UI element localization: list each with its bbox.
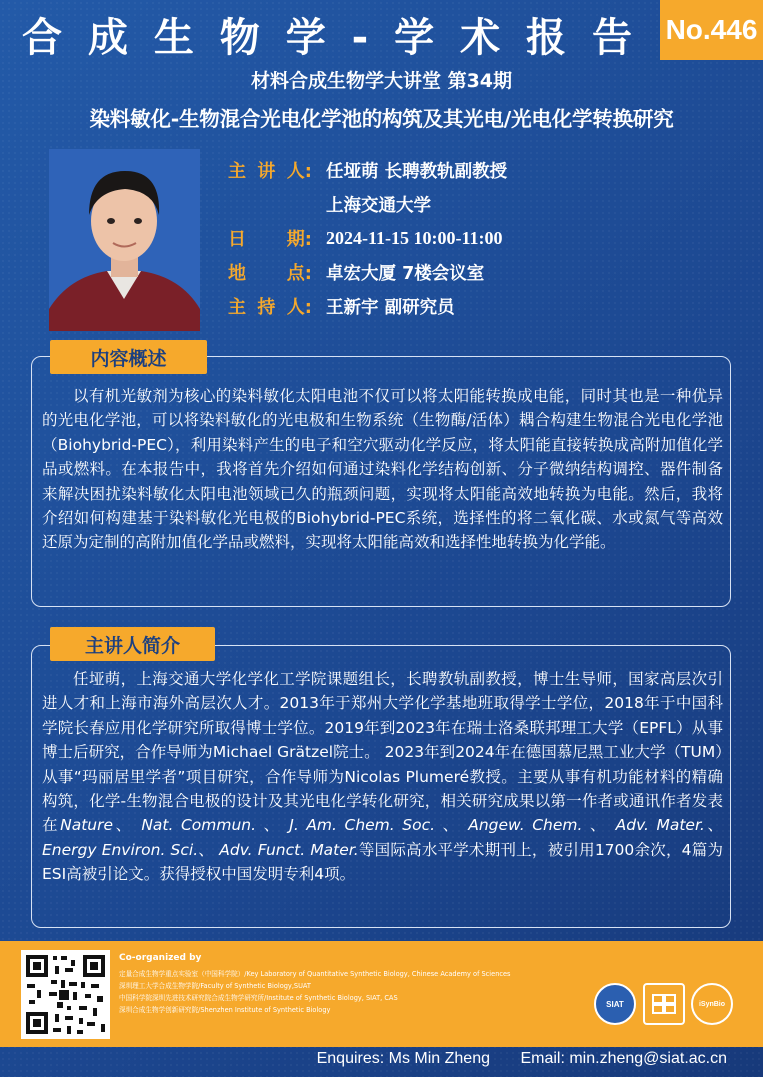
host-row: [228, 289, 507, 323]
host-label: 主 持 人:: [228, 297, 312, 318]
abstract-text: 以有机光敏剂为核心的染料敏化太阳电池不仅可以将太阳能转换成电能，同时其也是一种优异的光电化学池，可以将染料敏化的光电极和生物系统（生物酶/活体）耦合构建生物混合光电化学池（Biohybrid-PEC），利用染料产生的电子和空穴驱动化学反应，将太阳能直接转换成高附加值化学品或燃料。在本报告中，我将首先介绍如何通过染料化学结构创新、分子微纳结构调控、器件制备来解决困扰染料敏化太阳电池领域已久的瓶颈问题，实现将太阳能高效地转换为电能。然后，我将介绍如何构建基于染料敏化光电极的Biohybrid-PEC系统，选择性的将二氧化碳、水或氮气等高效还原为定制的高附加值化学品或燃料，实现将太阳能高效和选择性地转换为化学能。: [42, 387, 723, 552]
talk-place: 卓宏大厦 7楼会议室: [326, 263, 485, 284]
organizer-line: 深圳理工大学合成生物学院/Faculty of Synthetic Biology,SUAT: [119, 982, 311, 990]
place-row: [228, 255, 507, 289]
speaker-name: 任垭萌 长聘教轨副教授: [326, 161, 508, 182]
organizer-line: 深圳合成生物学创新研究院/Shenzhen Institute of Synthetic Biology: [119, 1006, 331, 1014]
talk-date: 2024-11-15 10:00-11:00: [326, 227, 503, 248]
page-title: 合 成 生 物 学 - 学 术 报 告: [22, 15, 638, 61]
qr-code[interactable]: [21, 950, 110, 1039]
affiliation-row: [228, 187, 507, 221]
enquiry-contact: Enquires: Ms Min Zheng: [316, 1050, 490, 1067]
bio-text: 任垭萌，上海交通大学化学化工学院课题组长，长聘教轨副教授，博士生导师，国家高层次引进人才和上海市海外高层次人才。2013年于郑州大学化学基地班取得学士学位，2018年于中国科学院长春应用化学研究所取得博士学位。2019年到2023年在瑞士洛桑联邦理工大学（EPFL）从事博士后研究，合作导师为Michael Grätzel院士。 2023年到2024年在德国慕尼黑工业大学（TUM）从事“玛丽居里学者”项目研究，合作导师为Nicolas Plumeré教授。主要从事有机功能材料的精确构筑，化学-生物混合电极的设计及其光电化学转化研究，相关研究成果以第一作者或通讯作者发表在Nature、 Nat. Commun. 、 J. Am. Chem. Soc. 、 Angew. Chem. 、 Adv. Mater.、 Energy Environ. Sci.、 Adv. Funct. Mater.等国际高水平学术期刊上，被引用1700余次，4篇为ESI高被引论文。获得授权中国发明专利4项。: [42, 670, 723, 884]
contact-line: [0, 1050, 727, 1068]
enquiry-email[interactable]: Email: min.zheng@siat.ac.cn: [520, 1050, 727, 1067]
talk-info: [228, 153, 507, 323]
place-label: 地 点:: [228, 263, 312, 284]
host-name: 王新宇 副研究员: [326, 297, 455, 318]
talk-title: 染料敏化-生物混合光电化学池的构筑及其光电/光电化学转换研究: [89, 107, 674, 131]
issue-number-badge: No.446: [660, 0, 763, 60]
organizer-line: 定量合成生物学重点实验室（中国科学院）/Key Laboratory of Quantitative Synthetic Biology, Chinese Academy of Sciences: [119, 970, 511, 978]
speaker-photo: [49, 149, 200, 331]
co-organizers: Co-organized by 定量合成生物学重点实验室（中国科学院）/Key Laboratory of Quantitative Synthetic Biology, Chinese Academy of Sciences 深圳理工大学合成生物学院/Faculty of Synthetic Biology,SUAT 中国科学院深圳先进技术研究院合成生物学研究所/Institute of Synthetic Biology, SIAT, CAS 深圳合成生物学创新研究院/Shenzhen Institute of Synthetic Biology: [119, 953, 511, 1014]
siat-logo-icon: SIAT: [594, 983, 636, 1025]
date-row: [228, 221, 507, 255]
isynbio-logo-icon: iSynBio: [691, 983, 733, 1025]
series-title: 材料合成生物学大讲堂 第34期: [250, 70, 513, 92]
abstract-heading: 内容概述: [50, 340, 207, 374]
speaker-row: [228, 153, 507, 187]
date-label: 日 期:: [228, 229, 312, 250]
synbio-mark-icon: [643, 983, 685, 1025]
organizer-line: 中国科学院深圳先进技术研究院合成生物学研究所/Institute of Synthetic Biology, SIAT, CAS: [119, 994, 398, 1002]
speaker-affiliation: 上海交通大学: [326, 195, 431, 216]
bio-heading: 主讲人简介: [50, 627, 215, 661]
speaker-label: 主 讲 人:: [228, 161, 312, 182]
